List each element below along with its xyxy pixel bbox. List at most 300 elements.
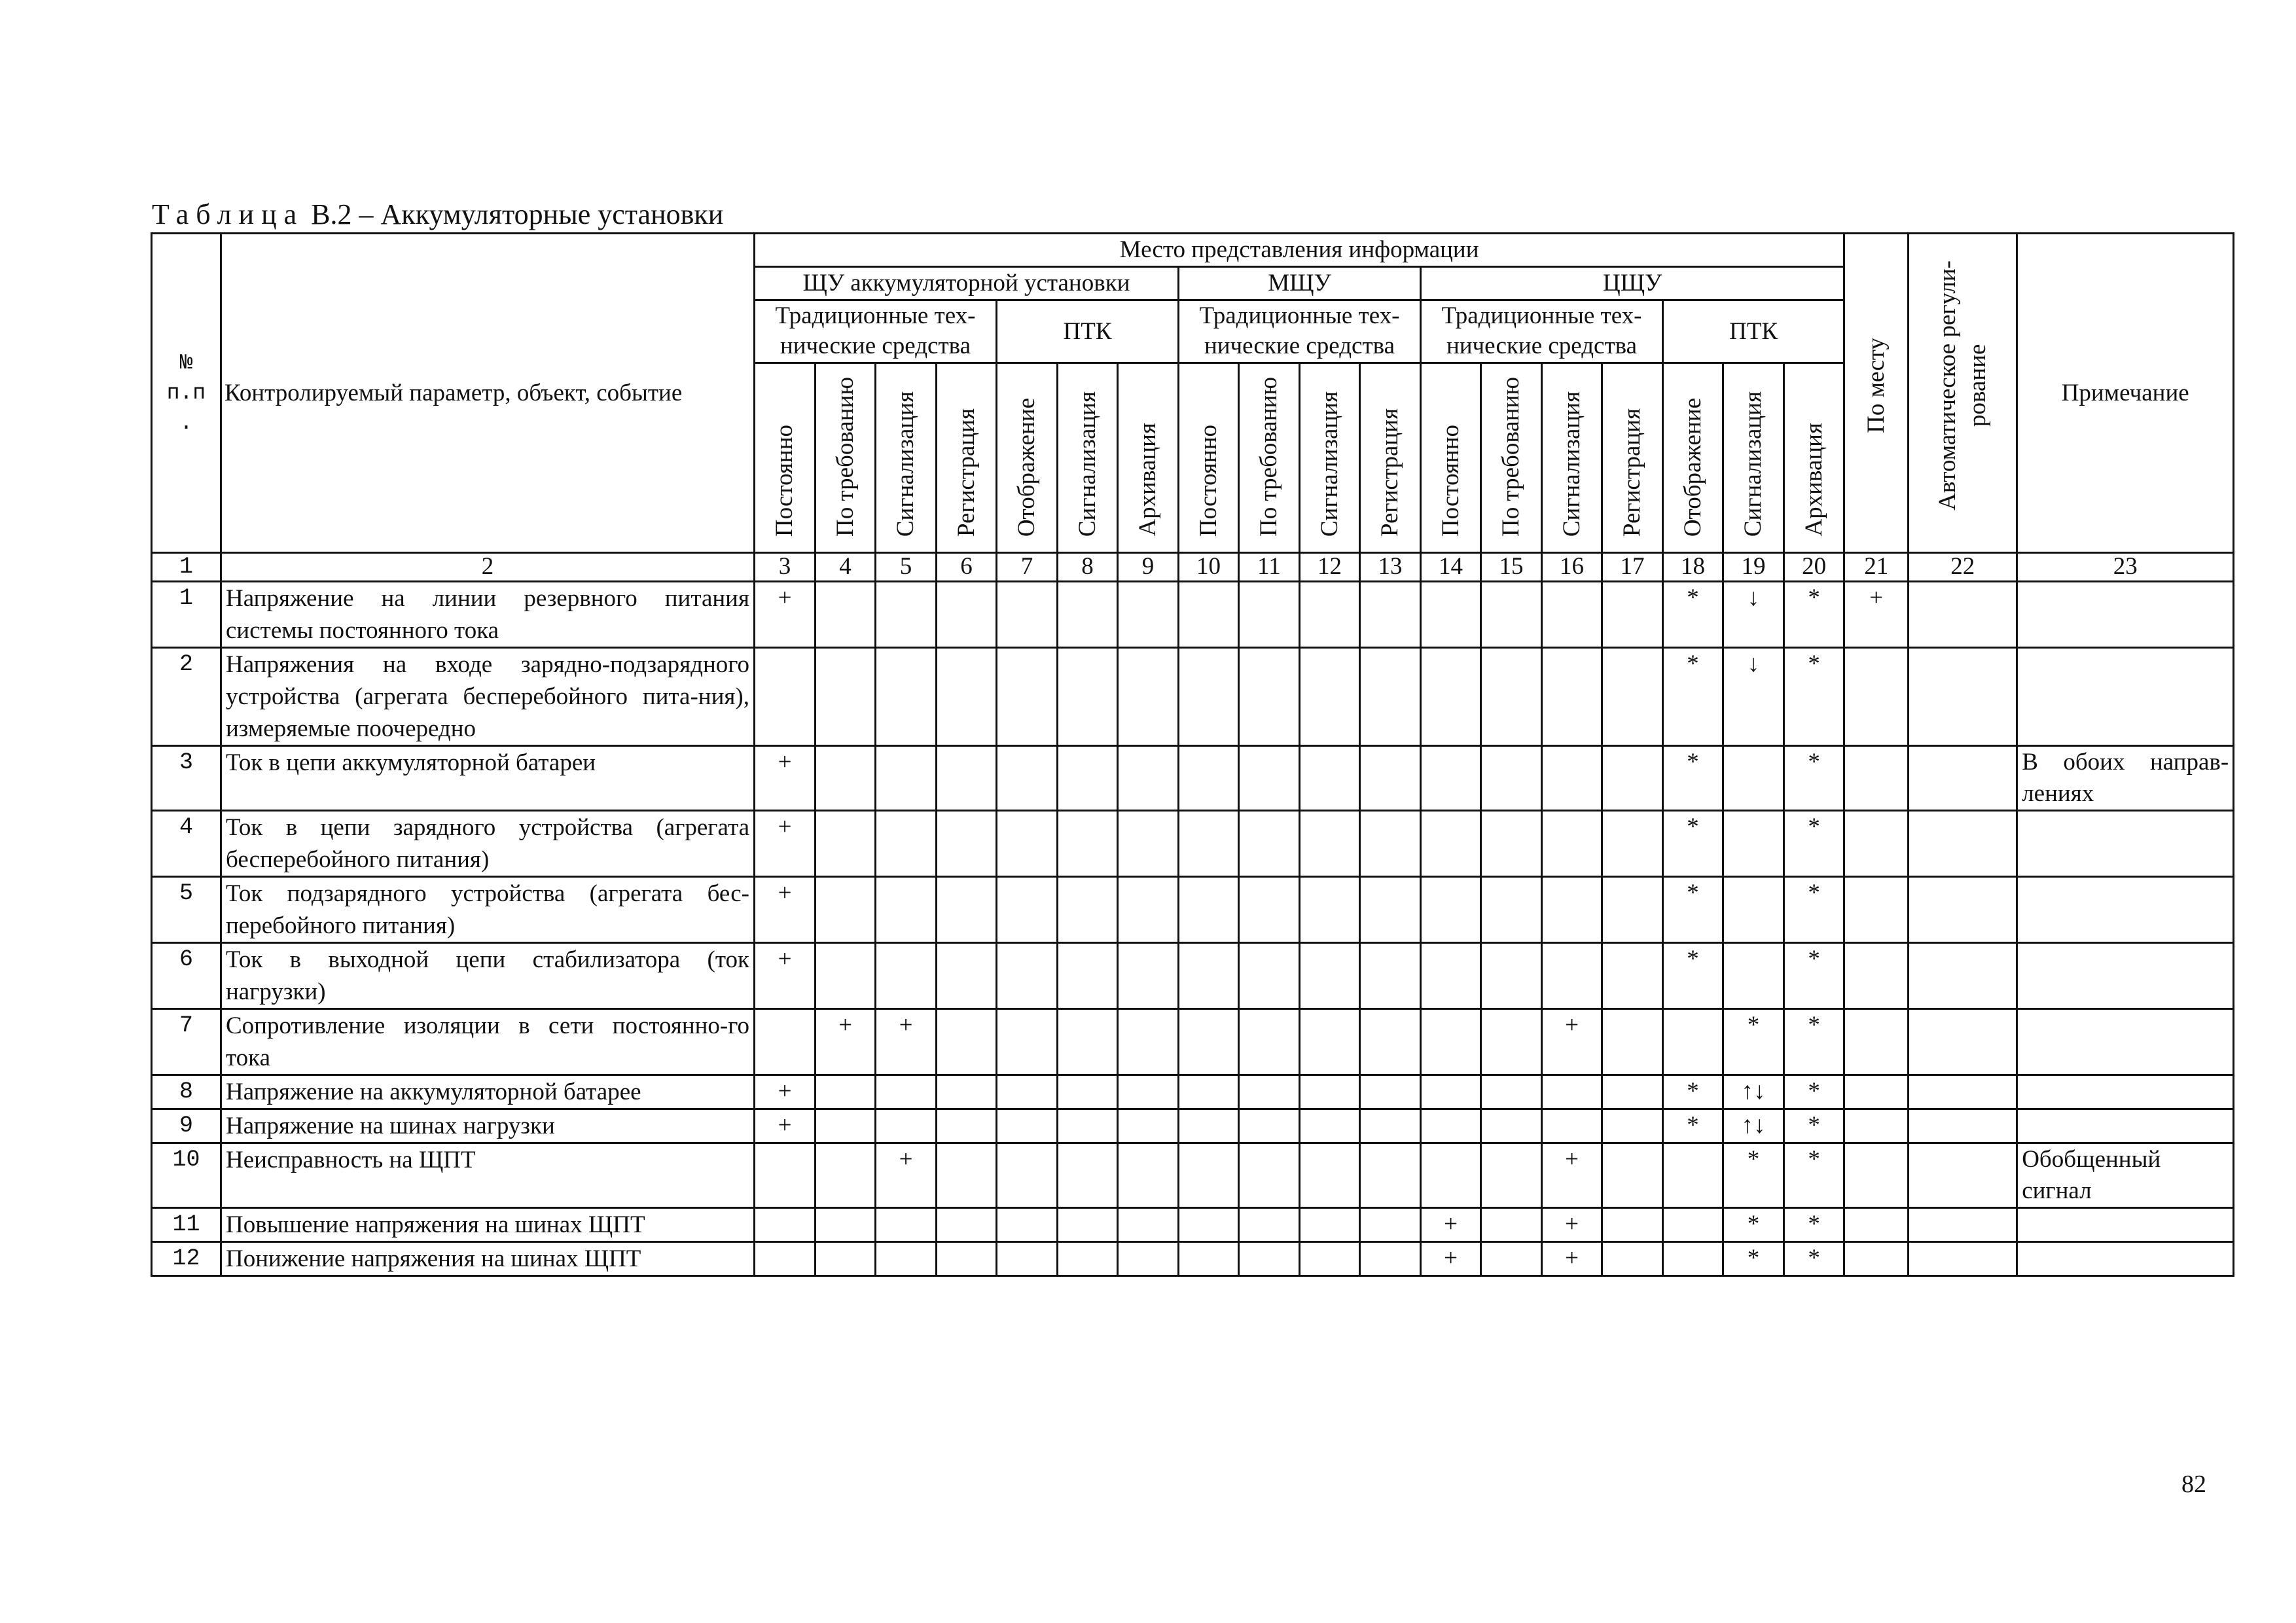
mark-cell xyxy=(1481,1242,1542,1276)
header-npp xyxy=(152,234,221,553)
mark-cell xyxy=(937,877,997,943)
mark-cell xyxy=(1723,943,1784,1009)
mark-cell xyxy=(1909,746,2017,811)
mark-cell: * xyxy=(1723,1242,1784,1276)
npp-line2: п.п xyxy=(166,380,206,405)
column-number: 11 xyxy=(1239,553,1300,582)
mark-cell xyxy=(1058,648,1118,746)
mark-cell xyxy=(1421,877,1481,943)
note-cell: Обобщенный сигнал xyxy=(2017,1143,2234,1208)
table-row xyxy=(152,1242,2234,1276)
mark-cell xyxy=(1300,746,1360,811)
mark-cell xyxy=(1602,648,1663,746)
header-cshu-trad: Традиционные тех- нические средства xyxy=(1421,300,1663,363)
parameter-name: Ток подзарядного устройства (агрегата бес-перебойного питания) xyxy=(221,877,755,943)
mark-cell xyxy=(1481,582,1542,648)
mark-cell xyxy=(997,877,1058,943)
mark-cell xyxy=(1058,1208,1118,1242)
mark-cell xyxy=(1602,1109,1663,1143)
mark-cell xyxy=(1239,1143,1300,1208)
header-param: Контролируемый параметр, объект, событие xyxy=(221,234,755,553)
mark-cell: + xyxy=(755,582,816,648)
mark-cell xyxy=(1844,1009,1909,1075)
mark-cell xyxy=(997,648,1058,746)
mark-cell xyxy=(1058,1009,1118,1075)
mark-cell xyxy=(1844,811,1909,877)
mark-cell xyxy=(1602,1075,1663,1109)
mark-cell xyxy=(1239,1009,1300,1075)
mark-cell xyxy=(997,746,1058,811)
mark-cell xyxy=(1909,811,2017,877)
mark-cell xyxy=(1909,1075,2017,1109)
mark-cell xyxy=(1602,811,1663,877)
mark-cell xyxy=(1723,746,1784,811)
mark-cell xyxy=(1179,746,1239,811)
mark-cell xyxy=(1360,1009,1421,1075)
mark-cell: * xyxy=(1784,1075,1844,1109)
mark-cell xyxy=(1844,746,1909,811)
column-number: 22 xyxy=(1909,553,2017,582)
mark-cell xyxy=(1909,1143,2017,1208)
mark-cell: * xyxy=(1723,1143,1784,1208)
header-place: Место представления информации xyxy=(755,234,1844,267)
parameter-name: Напряжение на шинах нагрузки xyxy=(221,1109,755,1143)
mark-cell xyxy=(937,1143,997,1208)
mark-cell: + xyxy=(1542,1009,1602,1075)
mark-cell: ↑↓ xyxy=(1723,1109,1784,1143)
parameter-name: Ток в цепи аккумуляторной батареи xyxy=(221,746,755,811)
col15-header: По требованию xyxy=(1481,363,1542,553)
mark-cell xyxy=(816,877,876,943)
mark-cell: + xyxy=(1542,1143,1602,1208)
mark-cell xyxy=(876,943,937,1009)
row-number: 3 xyxy=(152,746,221,811)
mark-cell xyxy=(1118,648,1179,746)
mark-cell xyxy=(876,1075,937,1109)
mark-cell xyxy=(937,1109,997,1143)
mark-cell: * xyxy=(1663,877,1723,943)
mark-cell xyxy=(1909,1242,2017,1276)
mark-cell: + xyxy=(1421,1208,1481,1242)
column-number: 3 xyxy=(755,553,816,582)
mark-cell xyxy=(1058,1143,1118,1208)
column-number: 17 xyxy=(1602,553,1663,582)
note-cell xyxy=(2017,1009,2234,1075)
mark-cell xyxy=(1179,648,1239,746)
table-row xyxy=(152,1009,2234,1075)
mark-cell xyxy=(1421,746,1481,811)
mark-cell xyxy=(1421,811,1481,877)
mark-cell: * xyxy=(1784,1143,1844,1208)
mark-cell xyxy=(1239,1075,1300,1109)
mark-cell xyxy=(1481,943,1542,1009)
column-number: 9 xyxy=(1118,553,1179,582)
mark-cell xyxy=(997,1208,1058,1242)
row-number: 12 xyxy=(152,1242,221,1276)
parameter-name: Повышение напряжения на шинах ЩПТ xyxy=(221,1208,755,1242)
mark-cell xyxy=(1360,1143,1421,1208)
mark-cell xyxy=(1909,1208,2017,1242)
header-mshu-trad: Традиционные тех- нические средства xyxy=(1179,300,1421,363)
mark-cell xyxy=(1360,1109,1421,1143)
header-shu-trad: Традиционные тех- нические средства xyxy=(755,300,997,363)
mark-cell: * xyxy=(1723,1009,1784,1075)
mark-cell xyxy=(937,1075,997,1109)
parameter-name: Понижение напряжения на шинах ЩПТ xyxy=(221,1242,755,1276)
mark-cell xyxy=(1179,1208,1239,1242)
mark-cell xyxy=(1239,811,1300,877)
mark-cell xyxy=(1300,648,1360,746)
mark-cell xyxy=(1118,1242,1179,1276)
col13-header: Регистрация xyxy=(1360,363,1421,553)
mark-cell xyxy=(1300,1143,1360,1208)
mark-cell xyxy=(1300,877,1360,943)
mark-cell xyxy=(1602,1009,1663,1075)
col10-header: Постоянно xyxy=(1179,363,1239,553)
mark-cell xyxy=(816,811,876,877)
mark-cell xyxy=(1239,1208,1300,1242)
mark-cell xyxy=(1118,746,1179,811)
mark-cell xyxy=(1542,877,1602,943)
mark-cell xyxy=(1179,1075,1239,1109)
mark-cell xyxy=(937,1208,997,1242)
header-note: Примечание xyxy=(2017,234,2234,553)
mark-cell xyxy=(1542,1075,1602,1109)
mark-cell xyxy=(1602,1143,1663,1208)
mark-cell: + xyxy=(1542,1208,1602,1242)
mark-cell xyxy=(876,582,937,648)
mark-cell xyxy=(1300,943,1360,1009)
column-number: 2 xyxy=(221,553,755,582)
mark-cell xyxy=(937,943,997,1009)
mark-cell xyxy=(1421,1075,1481,1109)
mark-cell xyxy=(1542,746,1602,811)
col12-header: Сигнализация xyxy=(1300,363,1360,553)
mark-cell xyxy=(1360,811,1421,877)
mark-cell xyxy=(1542,648,1602,746)
mark-cell xyxy=(1239,943,1300,1009)
mark-cell xyxy=(937,1242,997,1276)
column-numbers xyxy=(152,553,2234,582)
mark-cell xyxy=(1239,877,1300,943)
mark-cell xyxy=(876,877,937,943)
npp-line3: . xyxy=(179,410,193,435)
mark-cell: + xyxy=(876,1143,937,1208)
mark-cell xyxy=(1481,648,1542,746)
page-number: 82 xyxy=(2181,1471,2206,1498)
col8-header: Сигнализация xyxy=(1058,363,1118,553)
accumulator-table xyxy=(151,232,2234,1277)
note-cell: В обоих направ-лениях xyxy=(2017,746,2234,811)
row-number: 11 xyxy=(152,1208,221,1242)
mark-cell xyxy=(1481,1075,1542,1109)
mark-cell xyxy=(1118,943,1179,1009)
parameter-name: Ток в цепи зарядного устройства (агрегата бесперебойного питания) xyxy=(221,811,755,877)
mark-cell: + xyxy=(755,1075,816,1109)
mark-cell xyxy=(876,648,937,746)
mark-cell xyxy=(997,943,1058,1009)
col9-header: Архивация xyxy=(1118,363,1179,553)
mark-cell xyxy=(876,1109,937,1143)
mark-cell: * xyxy=(1784,877,1844,943)
column-number: 13 xyxy=(1360,553,1421,582)
column-number: 23 xyxy=(2017,553,2234,582)
mark-cell xyxy=(816,1143,876,1208)
mark-cell xyxy=(1542,811,1602,877)
note-cell xyxy=(2017,1242,2234,1276)
mark-cell xyxy=(1300,1242,1360,1276)
mark-cell xyxy=(1058,1109,1118,1143)
row-number: 1 xyxy=(152,582,221,648)
mark-cell: * xyxy=(1784,811,1844,877)
mark-cell xyxy=(1421,1009,1481,1075)
mark-cell xyxy=(755,648,816,746)
mark-cell xyxy=(997,1242,1058,1276)
mark-cell xyxy=(1909,943,2017,1009)
mark-cell: * xyxy=(1784,1242,1844,1276)
parameter-name: Напряжение на линии резервного питания системы постоянного тока xyxy=(221,582,755,648)
mark-cell xyxy=(1058,1075,1118,1109)
mark-cell xyxy=(1481,877,1542,943)
note-cell xyxy=(2017,811,2234,877)
table-row xyxy=(152,648,2234,746)
column-number: 8 xyxy=(1058,553,1118,582)
mark-cell xyxy=(1909,648,2017,746)
mark-cell xyxy=(876,746,937,811)
table-row xyxy=(152,943,2234,1009)
mark-cell xyxy=(1909,877,2017,943)
mark-cell xyxy=(1421,582,1481,648)
mark-cell xyxy=(1239,648,1300,746)
mark-cell xyxy=(1360,648,1421,746)
mark-cell xyxy=(1179,1009,1239,1075)
mark-cell xyxy=(1058,943,1118,1009)
mark-cell xyxy=(1663,1242,1723,1276)
mark-cell xyxy=(816,1109,876,1143)
column-number: 15 xyxy=(1481,553,1542,582)
mark-cell xyxy=(1179,1143,1239,1208)
mark-cell xyxy=(1844,1109,1909,1143)
mark-cell xyxy=(1421,1143,1481,1208)
mark-cell xyxy=(816,746,876,811)
mark-cell xyxy=(1481,1143,1542,1208)
mark-cell xyxy=(1723,877,1784,943)
mark-cell xyxy=(1542,1109,1602,1143)
caption-text: В.2 – Аккумуляторные установки xyxy=(311,198,724,230)
column-number: 12 xyxy=(1300,553,1360,582)
mark-cell xyxy=(1360,1208,1421,1242)
table-header xyxy=(152,234,2234,553)
parameter-name: Неисправность на ЩПТ xyxy=(221,1143,755,1208)
mark-cell xyxy=(1300,811,1360,877)
mark-cell xyxy=(1542,582,1602,648)
table-row xyxy=(152,1075,2234,1109)
mark-cell xyxy=(937,811,997,877)
mark-cell xyxy=(1844,1242,1909,1276)
mark-cell xyxy=(1360,1075,1421,1109)
col16-header: Сигнализация xyxy=(1542,363,1602,553)
mark-cell: + xyxy=(876,1009,937,1075)
mark-cell xyxy=(1300,1075,1360,1109)
table-row xyxy=(152,1143,2234,1208)
mark-cell xyxy=(1421,648,1481,746)
mark-cell xyxy=(1360,1242,1421,1276)
mark-cell xyxy=(1602,877,1663,943)
mark-cell: * xyxy=(1663,1075,1723,1109)
mark-cell xyxy=(1909,582,2017,648)
mark-cell xyxy=(997,1109,1058,1143)
mark-cell: * xyxy=(1784,746,1844,811)
mark-cell: * xyxy=(1663,648,1723,746)
mark-cell: + xyxy=(755,746,816,811)
column-number: 6 xyxy=(937,553,997,582)
mark-cell xyxy=(1602,746,1663,811)
mark-cell xyxy=(1360,746,1421,811)
mark-cell xyxy=(1300,1109,1360,1143)
mark-cell xyxy=(1481,1109,1542,1143)
caption-prefix: Таблица xyxy=(152,198,304,230)
mark-cell: * xyxy=(1723,1208,1784,1242)
mark-cell xyxy=(876,1208,937,1242)
table-row xyxy=(152,582,2234,648)
column-number: 1 xyxy=(152,553,221,582)
col5-header: Сигнализация xyxy=(876,363,937,553)
mark-cell xyxy=(1239,1109,1300,1143)
mark-cell xyxy=(1909,1109,2017,1143)
mark-cell xyxy=(755,1208,816,1242)
mark-cell xyxy=(997,811,1058,877)
mark-cell xyxy=(755,1242,816,1276)
mark-cell xyxy=(1058,582,1118,648)
mark-cell: ↑↓ xyxy=(1723,1075,1784,1109)
header-mshu: МЩУ xyxy=(1179,267,1421,300)
column-number: 4 xyxy=(816,553,876,582)
col14-header: Постоянно xyxy=(1421,363,1481,553)
mark-cell xyxy=(1118,1109,1179,1143)
column-number: 16 xyxy=(1542,553,1602,582)
mark-cell: * xyxy=(1663,1109,1723,1143)
mark-cell: * xyxy=(1784,1109,1844,1143)
header-shu-ptk: ПТК xyxy=(997,300,1179,363)
column-number: 7 xyxy=(997,553,1058,582)
table-row xyxy=(152,811,2234,877)
table-body xyxy=(152,582,2234,1276)
table-row xyxy=(152,1109,2234,1143)
mark-cell xyxy=(1179,582,1239,648)
mark-cell xyxy=(1723,811,1784,877)
mark-cell xyxy=(816,582,876,648)
mark-cell xyxy=(1481,1208,1542,1242)
mark-cell xyxy=(1239,746,1300,811)
col4-header: По требованию xyxy=(816,363,876,553)
mark-cell xyxy=(997,1143,1058,1208)
table-caption xyxy=(152,196,723,233)
column-number: 5 xyxy=(876,553,937,582)
col19-header: Сигнализация xyxy=(1723,363,1784,553)
header-cshu-ptk: ПТК xyxy=(1663,300,1844,363)
mark-cell xyxy=(1421,1109,1481,1143)
mark-cell xyxy=(1360,943,1421,1009)
mark-cell xyxy=(816,648,876,746)
mark-cell xyxy=(755,1009,816,1075)
mark-cell xyxy=(816,1208,876,1242)
header-shu: ЩУ аккумуляторной установки xyxy=(755,267,1179,300)
mark-cell xyxy=(937,1009,997,1075)
mark-cell xyxy=(1909,1009,2017,1075)
col7-header: Отображение xyxy=(997,363,1058,553)
column-number: 14 xyxy=(1421,553,1481,582)
mark-cell: + xyxy=(816,1009,876,1075)
mark-cell xyxy=(1421,943,1481,1009)
mark-cell xyxy=(1239,582,1300,648)
po-mestu-label: По месту xyxy=(1862,338,1890,433)
row-number: 10 xyxy=(152,1143,221,1208)
mark-cell xyxy=(1058,877,1118,943)
mark-cell xyxy=(1300,1208,1360,1242)
header-blank-21 xyxy=(1844,234,1909,553)
row-number: 5 xyxy=(152,877,221,943)
mark-cell xyxy=(1179,811,1239,877)
mark-cell: * xyxy=(1784,1009,1844,1075)
mark-cell xyxy=(1118,1009,1179,1075)
mark-cell xyxy=(937,648,997,746)
note-cell xyxy=(2017,1208,2234,1242)
column-number: 20 xyxy=(1784,553,1844,582)
table-row xyxy=(152,877,2234,943)
column-number: 21 xyxy=(1844,553,1909,582)
mark-cell: + xyxy=(755,1109,816,1143)
mark-cell: * xyxy=(1784,1208,1844,1242)
mark-cell xyxy=(1118,877,1179,943)
mark-cell xyxy=(1118,1143,1179,1208)
mark-cell xyxy=(1663,1009,1723,1075)
mark-cell xyxy=(1844,648,1909,746)
parameter-name: Напряжение на аккумуляторной батарее xyxy=(221,1075,755,1109)
npp-line1: № xyxy=(179,350,193,375)
mark-cell xyxy=(1663,1143,1723,1208)
mark-cell xyxy=(1300,1009,1360,1075)
mark-cell xyxy=(937,582,997,648)
mark-cell: ↓ xyxy=(1723,582,1784,648)
mark-cell xyxy=(1179,1109,1239,1143)
mark-cell: + xyxy=(1844,582,1909,648)
mark-cell xyxy=(1844,1075,1909,1109)
mark-cell: * xyxy=(1663,943,1723,1009)
col18-header: Отображение xyxy=(1663,363,1723,553)
mark-cell xyxy=(816,943,876,1009)
parameter-name: Напряжения на входе зарядно-подзарядного устройства (агрегата бесперебойного пита-ния), измеряемые поочередно xyxy=(221,648,755,746)
mark-cell: + xyxy=(1421,1242,1481,1276)
row-number: 4 xyxy=(152,811,221,877)
mark-cell xyxy=(1844,1143,1909,1208)
column-number: 10 xyxy=(1179,553,1239,582)
mark-cell xyxy=(937,746,997,811)
header-auto: Автоматическое регули-рование xyxy=(1909,234,2017,553)
row-number: 9 xyxy=(152,1109,221,1143)
col17-header: Регистрация xyxy=(1602,363,1663,553)
mark-cell xyxy=(1239,1242,1300,1276)
row-number: 8 xyxy=(152,1075,221,1109)
mark-cell xyxy=(1118,582,1179,648)
mark-cell xyxy=(997,1009,1058,1075)
mark-cell: * xyxy=(1784,648,1844,746)
mark-cell: ↓ xyxy=(1723,648,1784,746)
mark-cell xyxy=(1118,1208,1179,1242)
mark-cell xyxy=(1663,1208,1723,1242)
note-cell xyxy=(2017,1109,2234,1143)
mark-cell xyxy=(1179,1242,1239,1276)
mark-cell xyxy=(876,1242,937,1276)
